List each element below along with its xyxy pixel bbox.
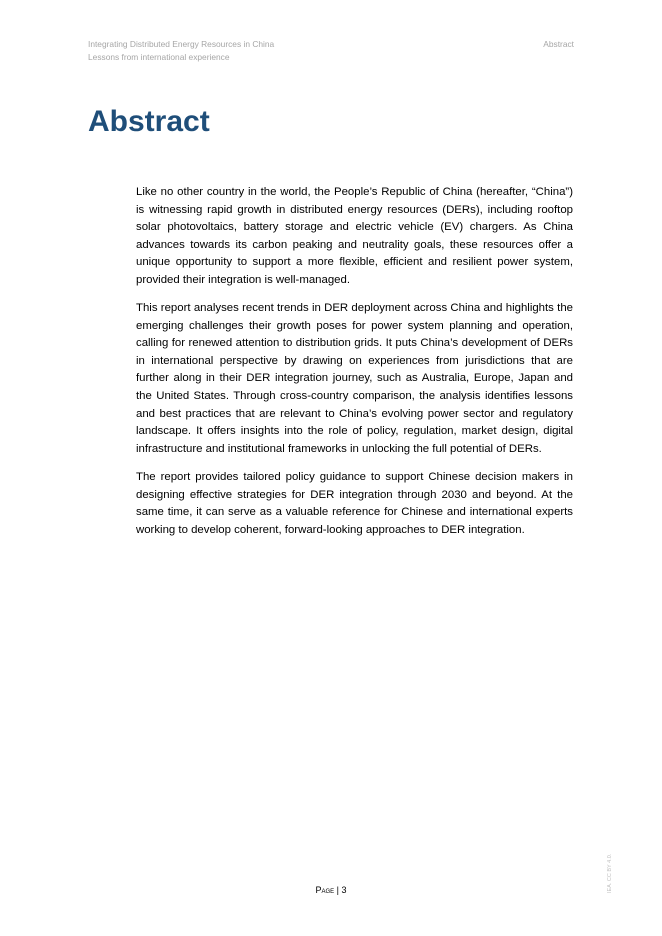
report-subtitle: Lessons from international experience — [88, 51, 230, 62]
paragraph: This report analyses recent trends in DER deployment across China and highlights the emerging challenges their growth poses for power system planning and operation, calling for renewed attention to distribution grids. It puts China’s development of DERs in international perspective by drawing on experiences from jurisdictions that are further along in their DER integration journey, such as Australia, Europe, Japan and the United States. Through cross-country comparison, the analysis identifies lessons and best practices that are relevant to China’s evolving power sector and regulatory landscape. It offers insights into the role of policy, regulation, market design, digital infrastructure and institutional frameworks in unlocking the full potential of DERs. — [136, 302, 573, 455]
page-footer — [0, 884, 662, 896]
page-number: 3 — [341, 885, 347, 895]
page-title: Abstract — [88, 105, 210, 138]
abstract-body — [136, 184, 573, 550]
paragraph: The report provides tailored policy guidance to support Chinese decision makers in designing effective strategies for DER integration through 2030 and beyond. At the same time, it can serve as a valuable reference for Chinese and international experts working to develop coherent, forward-looking approaches to DER integration. — [136, 470, 573, 536]
page-separator: | — [334, 885, 342, 895]
report-title: Integrating Distributed Energy Resources in China — [88, 39, 275, 49]
running-header — [88, 38, 574, 63]
paragraph: Like no other country in the world, the People’s Republic of China (hereafter, “China”) is witnessing rapid growth in distributed energy resources (DERs), including rooftop solar photovoltaics, battery storage and electric vehicle (EV) chargers. As China advances towards its carbon peaking and neutrality goals, these resources offer a unique opportunity to support a more flexible, efficient and resilient power system, provided their integration is well-managed. — [136, 186, 573, 286]
page-label: Page — [315, 885, 335, 895]
license-credit: IEA. CC BY 4.0. — [607, 853, 613, 893]
report-title-block — [88, 38, 274, 63]
section-label: Abstract — [543, 39, 574, 49]
